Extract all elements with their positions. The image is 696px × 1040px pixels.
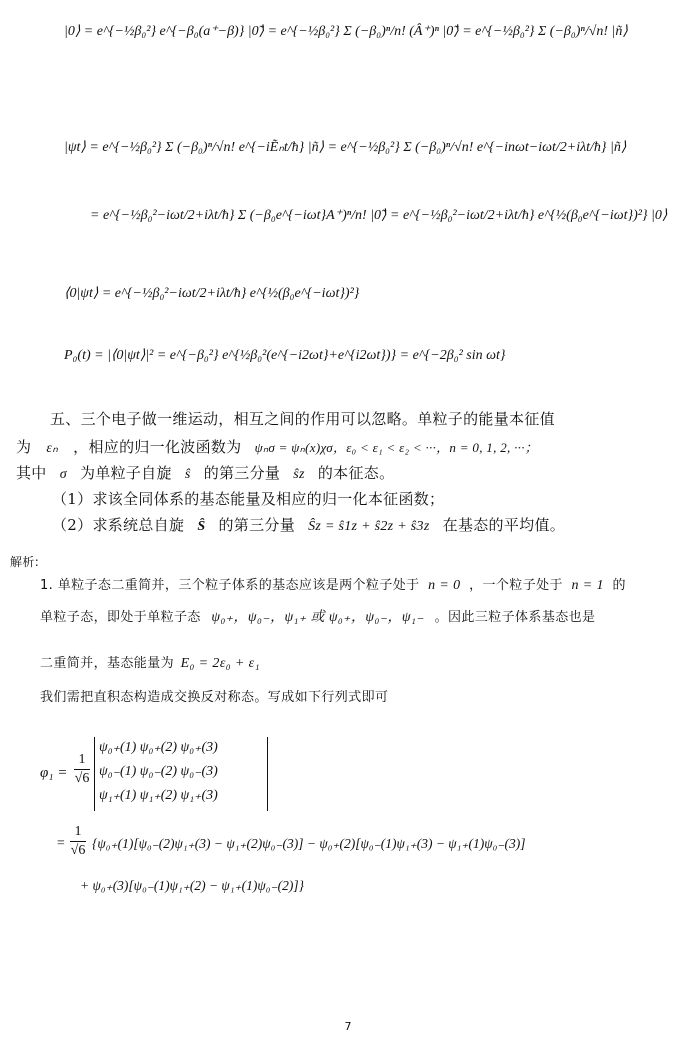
problem-line-1: 五、三个电子做一维运动，相互之间的作用可以忽略。单粒子的能量本征值 [50,410,555,428]
solution-line-1 [40,576,626,596]
math-spin: ŝ [184,467,191,482]
page-number: 7 [344,1020,352,1033]
equation-psi-t-continued: = e^{−½β₀²−iωt/2+iλt/ħ} Σ (−β₀e^{−iωt}A⁺)ⁿ/n! |0̃⟩ = e^{−½β₀²−iωt/2+iλt/ħ} e^{½(β₀e^{−iωt})²} |0⟩ [90,208,668,223]
determinant-row-3: ψ₁₊(1) ψ₁₊(2) ψ₁₊(3) [99,788,218,803]
text: 的第三分量 [203,464,281,482]
problem-question-1: （1）求该全同体系的基态能量及相应的归一化本征函数； [52,490,445,508]
text: 的 [612,578,626,593]
text: ，相应的归一化波函数为 [73,438,242,456]
text: 1. 单粒子态二重简并，三个粒子体系的基态应该是两个粒子处于 [40,578,420,593]
text: 为 [16,438,32,456]
problem-question-2 [52,514,565,538]
solution-line-4: 我们需把直积态构造成交换反对称态。写成如下行列式即可 [40,690,389,705]
text: 。因此三粒子体系基态也是 [434,610,596,625]
problem-line-2 [16,436,538,460]
math-n0: n = 0 [428,578,461,593]
solution-heading: 解析: [10,555,40,569]
text: 二重简并，基态能量为 [40,656,175,671]
math-total-spin-z: Ŝz = ŝ1z + ŝ2z + ŝ3z [308,519,430,534]
text: （2）求系统总自旋 [52,516,185,534]
expansion-line-1: {ψ₀₊(1)[ψ₀₋(2)ψ₁₊(3) − ψ₁₊(2)ψ₀₋(3)] − ψ₀₊(2)[ψ₀₋(1)ψ₁₊(3) − ψ₁₊(1)ψ₀₋(3)] [92,836,526,851]
fraction-bar [70,841,86,842]
text: ，一个粒子处于 [469,578,563,593]
equation-overlap: ⟨0|ψt⟩ = e^{−½β₀²−iωt/2+iλt/ħ} e^{½(β₀e^{−iωt})²} [64,286,360,301]
expansion-fraction [70,824,86,859]
text: 的第三分量 [218,516,296,534]
numerator: 1 [74,824,82,839]
numerator: 1 [78,752,86,767]
math-states: ψ₀₊，ψ₀₋，ψ₁₊ 或 ψ₀₊，ψ₀₋，ψ₁₋ [211,610,425,625]
text: 在基态的平均值。 [442,516,566,534]
math-n1: n = 1 [571,578,604,593]
slater-determinant [94,737,268,811]
denominator: √6 [70,843,86,858]
math-ground-energy: E₀ = 2ε₀ + ε₁ [180,656,260,671]
equation-coherent-state: |0⟩ = e^{−½β₀²} e^{−β₀(a⁺−β)} |0̃⟩ = e^{−½β₀²} Σ (−β₀)ⁿ/n! (Â⁺)ⁿ |0̃⟩ = e^{−½β₀²} Σ (−β₀)ⁿ/√n! |ñ⟩ [64,24,628,39]
text: 为单粒子自旋 [79,464,172,482]
solution-line-3 [40,654,260,674]
solution-line-2 [40,608,595,628]
math-total-spin: Ŝ [197,519,206,534]
math-epsilon-n: εₙ [46,441,59,456]
equation-psi-t: |ψt⟩ = e^{−½β₀²} Σ (−β₀)ⁿ/√n! e^{−iẼₙt/ħ} |ñ⟩ = e^{−½β₀²} Σ (−β₀)ⁿ/√n! e^{−inωt−iωt/2+iλt/ħ} |ñ⟩ [64,140,627,155]
fraction-one-over-root6 [74,752,90,787]
text: 单粒子态，即处于单粒子态 [40,610,201,625]
math-spin-z: ŝz [293,467,305,482]
math-wavefunction: ψₙσ = ψₙ(x)χσ，ε₀ < ε₁ < ε₂ < ···，n = 0, 1, 2, ···； [254,440,539,455]
equation-probability: P₀(t) = |⟨0|ψt⟩|² = e^{−β₀²} e^{½β₀²(e^{−i2ωt}+e^{i2ωt})} = e^{−2β₀² sin ωt} [64,348,506,363]
text: 的本征态。 [317,464,395,482]
math-sigma: σ [59,467,67,482]
expansion-line-2: + ψ₀₊(3)[ψ₀₋(1)ψ₁₊(2) − ψ₁₊(1)ψ₀₋(2)]} [80,878,304,893]
determinant-row-1: ψ₀₊(1) ψ₀₊(2) ψ₀₊(3) [99,740,218,755]
problem-line-3 [16,462,394,486]
phi-label: φ₁ = [40,765,68,781]
expansion-equals: = [56,836,66,851]
denominator: √6 [74,771,90,786]
fraction-bar [74,769,90,770]
text: 其中 [16,464,47,482]
determinant-row-2: ψ₀₋(1) ψ₀₋(2) ψ₀₋(3) [99,764,218,779]
